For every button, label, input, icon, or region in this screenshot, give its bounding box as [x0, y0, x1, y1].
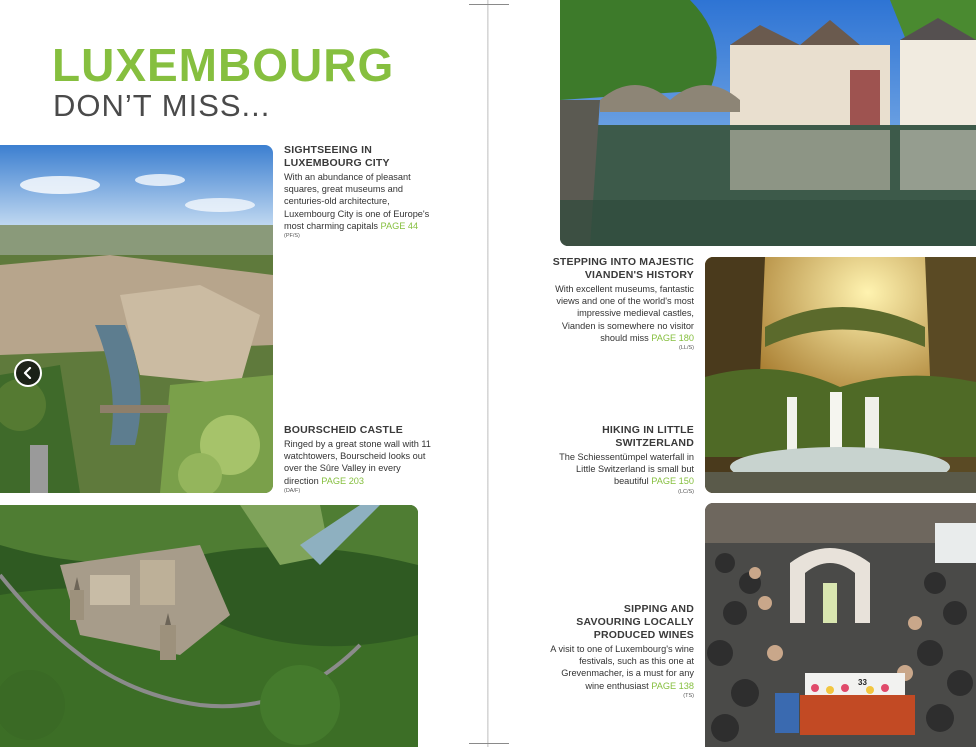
heading-line: SAVOURING LOCALLY — [576, 616, 694, 628]
page-reference-link[interactable]: PAGE 203 — [321, 475, 365, 486]
page-reference-link[interactable]: PAGE 138 — [651, 680, 694, 691]
caption-text: Ringed by a great stone wall with 11 watchtowers, Bourscheid looks out over the Sûre Valley in every direction — [284, 439, 431, 486]
book-gutter — [487, 0, 489, 747]
caption-vianden — [545, 256, 694, 352]
photo-credit: (TS) — [683, 692, 694, 699]
caption-vianden-body — [545, 283, 694, 352]
vianden-photo — [560, 0, 976, 246]
caption-vianden-heading — [545, 256, 694, 282]
heading-line: PRODUCED WINES — [593, 629, 694, 641]
photo-credit: (LC/S) — [678, 488, 694, 495]
bourscheid-castle-photo — [0, 505, 418, 747]
wine-number-label: 33 — [858, 678, 867, 687]
caption-city-body — [284, 171, 434, 240]
photo-credit: (PF/S) — [284, 233, 300, 240]
page-reference-link[interactable]: PAGE 150 — [651, 476, 694, 487]
caption-hiking-body — [545, 451, 694, 496]
chevron-left-icon — [22, 367, 34, 379]
caption-bourscheid — [284, 424, 434, 495]
caption-text: The Schiessentümpel waterfall in Little Switzerland is small but beautiful — [559, 452, 694, 487]
heading-line: SWITZERLAND — [615, 437, 694, 449]
caption-bourscheid-heading: BOURSCHEID CASTLE — [284, 424, 403, 436]
caption-text: With excellent museums, fantastic views and one of the world's most impressive medieval castles, Vianden is somewhere no visitor should miss — [555, 284, 694, 343]
caption-wine — [545, 603, 694, 700]
heading-line: STEPPING INTO MAJESTIC — [552, 256, 694, 268]
caption-text: A visit to one of Luxembourg's wine festivals, such as this one at Grevenmacher, is a must for any wine enthusiast — [550, 644, 694, 691]
caption-wine-heading — [545, 603, 694, 642]
caption-bourscheid-body — [284, 438, 434, 495]
luxembourg-city-photo — [0, 145, 273, 493]
wine-festival-photo — [705, 503, 976, 747]
caption-city-heading — [284, 144, 434, 170]
caption-hiking — [545, 424, 694, 496]
waterfall-photo — [705, 257, 976, 493]
gutter-tick-top — [469, 4, 509, 5]
heading-line: HIKING IN LITTLE — [602, 424, 694, 436]
heading-line: LUXEMBOURG CITY — [284, 157, 390, 169]
page-title: LUXEMBOURG — [52, 39, 395, 91]
gutter-tick-bottom — [469, 743, 509, 744]
page-subtitle: DON’T MISS... — [53, 88, 271, 123]
caption-hiking-heading — [545, 424, 694, 450]
page-reference-link[interactable]: PAGE 44 — [380, 220, 419, 231]
heading-line: VIANDEN'S HISTORY — [584, 269, 694, 281]
previous-arrow-button[interactable] — [14, 359, 42, 387]
heading-line: SIPPING AND — [623, 603, 694, 615]
page-reference-link[interactable]: PAGE 180 — [651, 332, 694, 343]
heading-line: SIGHTSEEING IN — [284, 144, 372, 156]
caption-city — [284, 144, 434, 240]
caption-wine-body — [545, 643, 694, 700]
caption-text: With an abundance of pleasant squares, great museums and centuries-old architecture, Luxembourg City is one of Europe's most charming capitals — [284, 172, 430, 231]
photo-credit: (LL/S) — [679, 345, 694, 352]
photo-credit: (DA/F) — [284, 487, 301, 494]
